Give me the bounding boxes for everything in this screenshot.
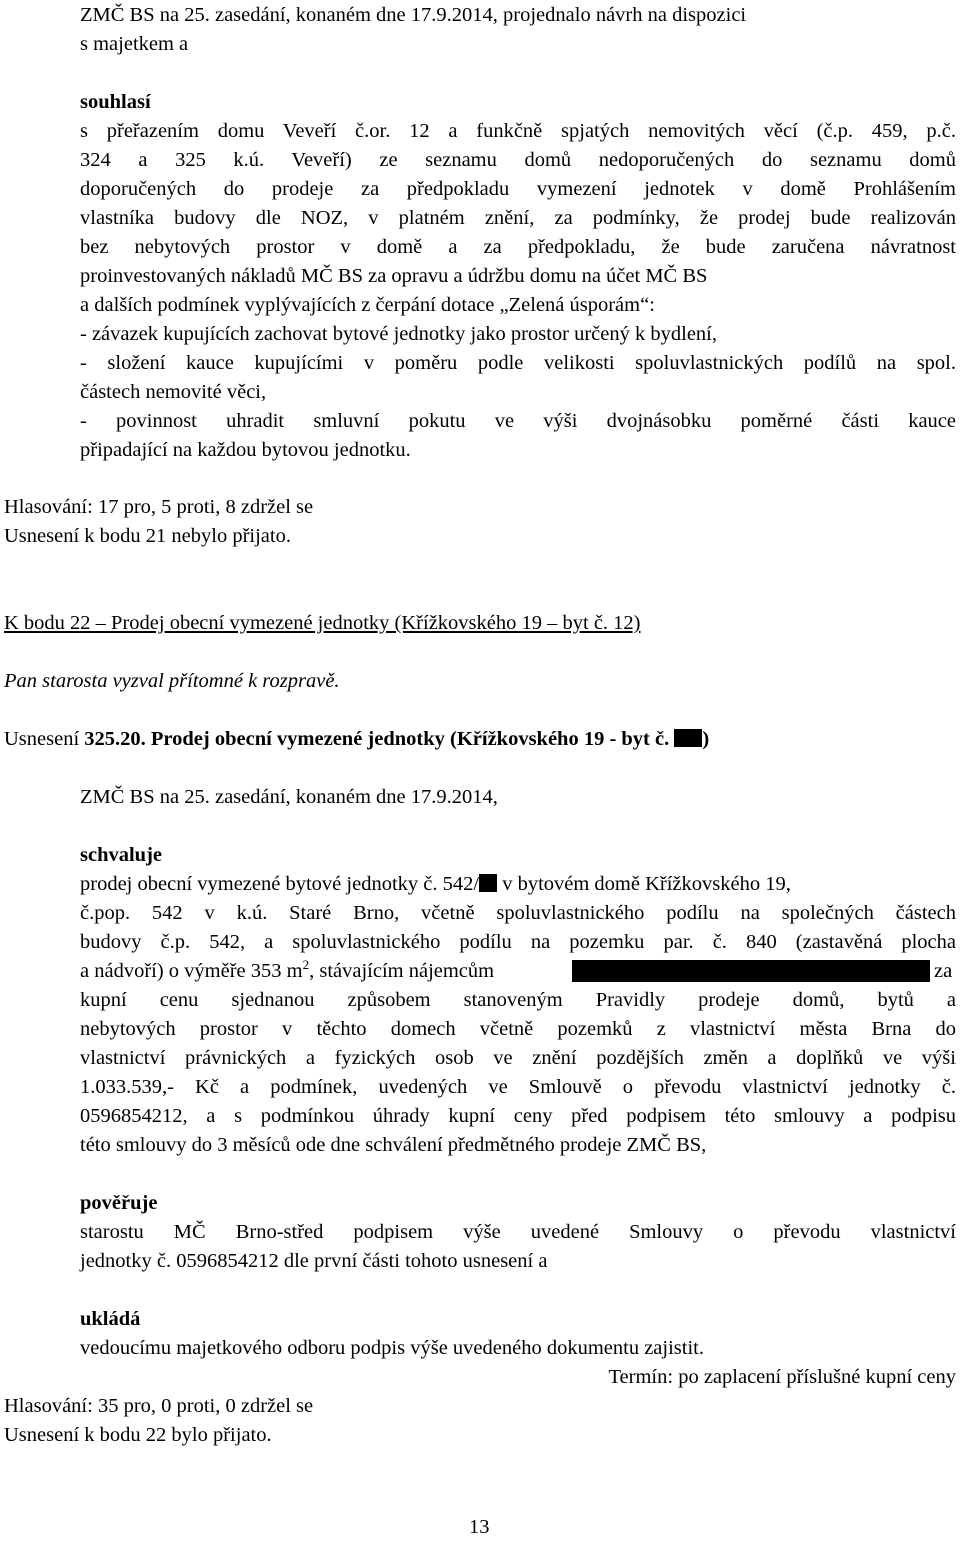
resolution-title: [4, 727, 709, 751]
text-span: , stávajícím nájemcům: [309, 960, 495, 982]
redaction-box: [479, 874, 497, 892]
text-line: doporučených do prodeje za předpokladu vymezení jednotek v domě Prohlášením: [80, 178, 956, 200]
text-line: nebytových prostor v těchto domech včetně pozemků z vlastnictví města Brna do: [80, 1018, 956, 1040]
mayor-note: Pan starosta vyzval přítomné k rozpravě.: [4, 670, 340, 692]
decision-heading-approves: schvaluje: [80, 844, 162, 866]
vote-outcome-22: Usnesení k bodu 22 bylo přijato.: [4, 1424, 272, 1446]
text-line: s přeřazením domu Veveří č.or. 12 a funkčně spjatých nemovitých věcí (č.p. 459, p.č.: [80, 120, 956, 142]
superscript: 2: [302, 957, 310, 973]
decision-heading-authorizes: pověřuje: [80, 1192, 158, 1214]
text-line: vlastnictví právnických a fyzických osob ve znění pozdějších změn a doplňků ve výši: [80, 1047, 956, 1069]
text-line: vlastníka budovy dle NOZ, v platném znění, za podmínky, že prodej bude realizován: [80, 207, 956, 229]
text-span: a nádvoří) o výměře 353 m: [80, 960, 303, 982]
redaction-box: [674, 729, 702, 747]
text-line: bez nebytových prostor v domě a za předpokladu, že bude zaručena návratnost: [80, 236, 956, 258]
text-line: 0596854212, a s podmínkou úhrady kupní ceny před podpisem této smlouvy a podpisu: [80, 1105, 956, 1127]
vote-result-22: Hlasování: 35 pro, 0 proti, 0 zdržel se: [4, 1395, 314, 1417]
text-line: jednotky č. 0596854212 dle první části tohoto usnesení a: [80, 1250, 548, 1272]
text-line: 1.033.539,- Kč a podmínek, uvedených ve Smlouvě o převodu vlastnictví jednotky č.: [80, 1076, 956, 1098]
resolution-prefix: Usnesení: [4, 728, 85, 750]
decision-heading-agrees: souhlasí: [80, 91, 151, 113]
resolution-name: 325.20. Prodej obecní vymezené jednotky (Křížkovského 19 - byt č.: [84, 728, 675, 750]
text-line: kupní cenu sjednanou způsobem stanoveným Pravidly prodeje domů, bytů a: [80, 989, 956, 1011]
vote-result-21: Hlasování: 17 pro, 5 proti, 8 zdržel se: [4, 496, 314, 518]
text-line: - povinnost uhradit smluvní pokutu ve výši dvojnásobku poměrné části kauce: [80, 410, 956, 432]
redaction-box: [572, 960, 930, 982]
text-line: starostu MČ Brno-střed podpisem výše uvedené Smlouvy o převodu vlastnictví: [80, 1221, 956, 1243]
text-span: prodej obecní vymezené bytové jednotky č. 542/: [80, 873, 480, 895]
text-line: 324 a 325 k.ú. Veveří) ze seznamu domů nedoporučených do seznamu domů: [80, 149, 956, 171]
text-span: za: [934, 960, 953, 982]
text-line: vedoucímu majetkového odboru podpis výše uvedeného dokumentu zajistit.: [80, 1337, 704, 1359]
text-line: - složení kauce kupujícími v poměru podle velikosti spoluvlastnických podílů na spol.: [80, 352, 956, 374]
text-line: a dalších podmínek vyplývajících z čerpání dotace „Zelená úsporám“:: [80, 294, 655, 316]
vote-outcome-21: Usnesení k bodu 21 nebylo přijato.: [4, 525, 291, 547]
deadline: Termín: po zaplacení příslušné kupní ceny: [608, 1366, 956, 1388]
decision-heading-imposes: ukládá: [80, 1308, 141, 1330]
text-line: připadající na každou bytovou jednotku.: [80, 439, 411, 461]
text-line: této smlouvy do 3 měsíců ode dne schválení předmětného prodeje ZMČ BS,: [80, 1134, 707, 1156]
text-span: v bytovém domě Křížkovského 19,: [497, 873, 791, 895]
text-line: proinvestovaných nákladů MČ BS za opravu a údržbu domu na účet MČ BS: [80, 265, 708, 287]
text-line: budovy č.p. 542, a spoluvlastnického podílu na pozemku par. č. 840 (zastavěná plocha: [80, 931, 956, 953]
meeting-line: ZMČ BS na 25. zasedání, konaném dne 17.9.2014,: [80, 786, 498, 808]
text-line: - závazek kupujících zachovat bytové jednotky jako prostor určený k bydlení,: [80, 323, 717, 345]
text-line: č.pop. 542 v k.ú. Staré Brno, včetně spoluvlastnického podílu na společných částech: [80, 902, 956, 924]
text-line: částech nemovité věci,: [80, 381, 267, 403]
text-line: ZMČ BS na 25. zasedání, konaném dne 17.9.2014, projednalo návrh na dispozici: [80, 4, 747, 26]
text-line: [80, 959, 494, 983]
text-line: [80, 872, 791, 896]
item-22-title: K bodu 22 – Prodej obecní vymezené jednotky (Křížkovského 19 – byt č. 12): [4, 612, 641, 634]
text-line: s majetkem a: [80, 33, 189, 55]
page-number: 13: [469, 1516, 490, 1538]
resolution-end: ): [702, 728, 710, 750]
